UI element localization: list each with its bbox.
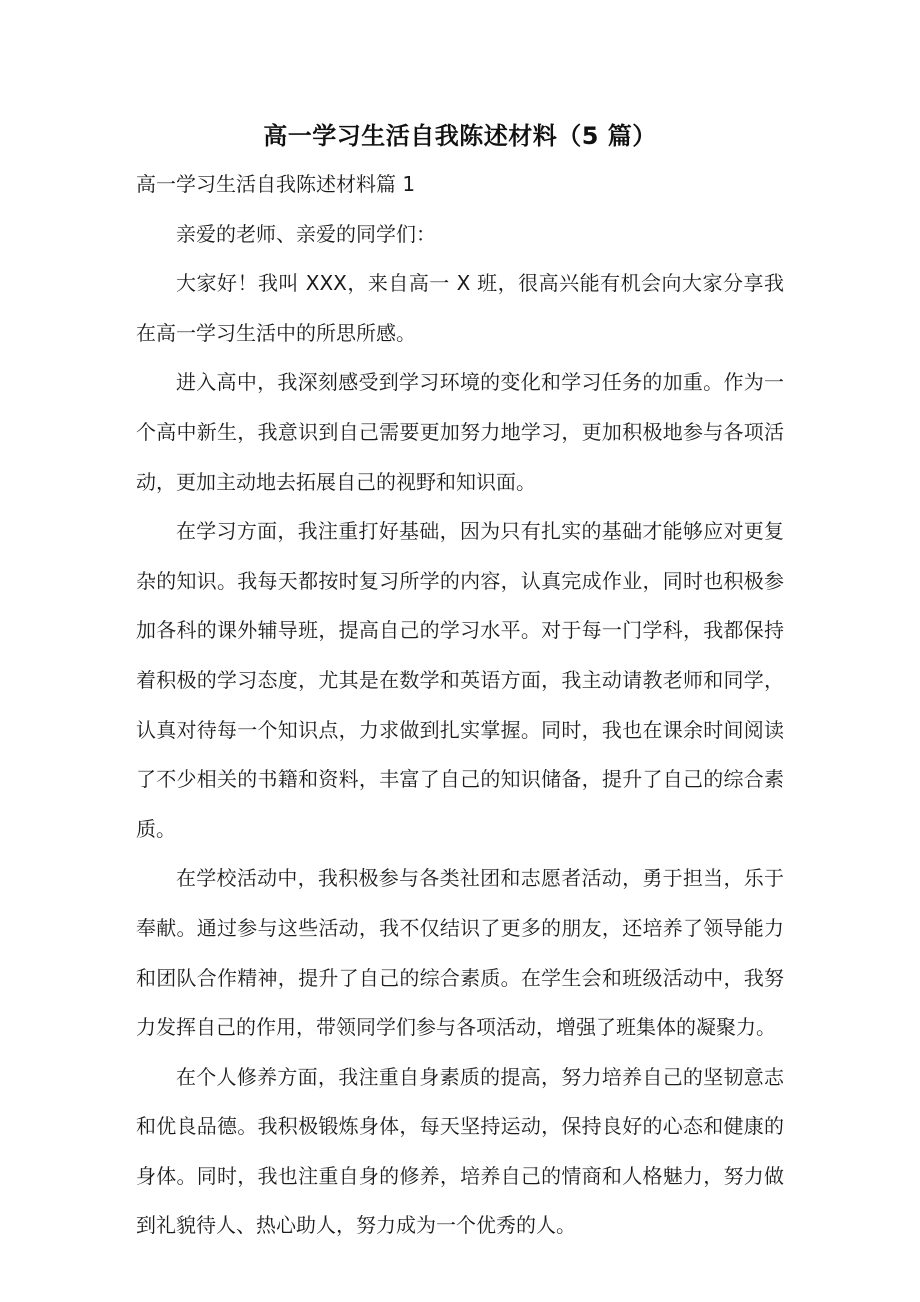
paragraph: 在学校活动中，我积极参与各类社团和志愿者活动，勇于担当，乐于奉献。通过参与这些活动，我不仅结识了更多的朋友，还培养了领导能力和团队合作精神，提升了自己的综合素质。在学生会和班级活动中，我努力发挥自己的作用，带领同学们参与各项活动，增强了班集体的凝聚力。 bbox=[136, 866, 784, 1040]
paragraph: 亲爱的老师、亲爱的同学们： bbox=[176, 221, 436, 246]
page-title: 高一学习生活自我陈述材料（5 篇） bbox=[263, 122, 657, 150]
section-heading: 高一学习生活自我陈述材料篇 1 bbox=[136, 172, 416, 196]
paragraph: 在学习方面，我注重打好基础，因为只有扎实的基础才能够应对更复杂的知识。我每天都按时复习所学的内容，认真完成作业，同时也积极参加各科的课外辅导班，提高自己的学习水平。对于每一门学科，我都保持着积极的学习态度，尤其是在数学和英语方面，我主动请教老师和同学，认真对待每一个知识点，力求做到扎实掌握。同时，我也在课余时间阅读了不少相关的书籍和资料，丰富了自己的知识储备，提升了自己的综合素质。 bbox=[136, 519, 784, 841]
paragraph: 进入高中，我深刻感受到学习环境的变化和学习任务的加重。作为一个高中新生，我意识到自己需要更加努力地学习，更加积极地参与各项活动，更加主动地去拓展自己的视野和知识面。 bbox=[136, 370, 784, 494]
paragraph: 在个人修养方面，我注重自身素质的提高，努力培养自己的坚韧意志和优良品德。我积极锻炼身体，每天坚持运动，保持良好的心态和健康的身体。同时，我也注重自身的修养，培养自己的情商和人格魅力，努力做到礼貌待人、热心助人，努力成为一个优秀的人。 bbox=[136, 1064, 784, 1238]
paragraph: 大家好！我叫 XXX，来自高一 X 班，很高兴能有机会向大家分享我在高一学习生活中的所思所感。 bbox=[136, 271, 784, 345]
paragraph-list bbox=[136, 210, 784, 1251]
document-body bbox=[136, 160, 784, 1251]
